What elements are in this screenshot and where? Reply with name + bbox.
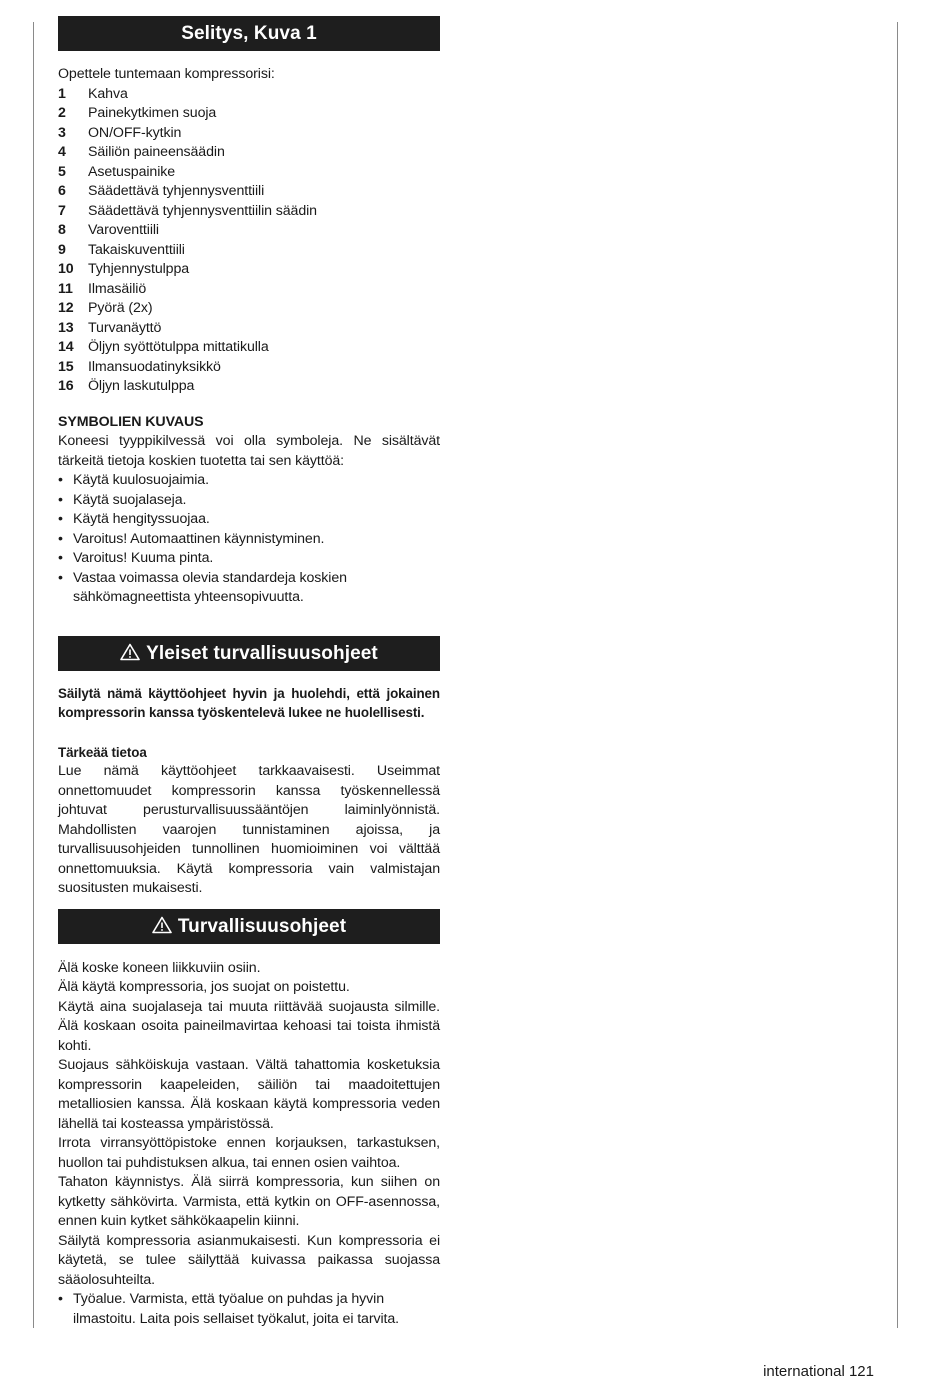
legend-item xyxy=(58,260,440,280)
legend-number: 16 xyxy=(58,378,74,394)
legend-label: Ilmansuodatinyksikkö xyxy=(88,358,221,375)
list-item: • Vastaa voimassa olevia standardeja koskien sähkömagneettista yhteensopivuutta. xyxy=(58,569,347,605)
legend-number: 15 xyxy=(58,358,74,375)
safety-bullets xyxy=(58,1290,440,1329)
legend-item xyxy=(58,124,440,144)
safety-paragraph: Käytä aina suojalaseja tai muuta riittävää suojausta silmille. Älä koskaan osoita paineilmavirtaa kehoasi tai toista ihmistä kohti. xyxy=(58,998,440,1054)
legend-item xyxy=(58,338,440,358)
legend-number: 12 xyxy=(58,300,74,316)
legend-label: Takaiskuventtiili xyxy=(88,241,185,258)
legend-number: 3 xyxy=(58,124,66,141)
legend-number: 8 xyxy=(58,222,66,238)
list-item: • Varoitus! Automaattinen käynnistyminen. xyxy=(58,530,325,547)
legend-item xyxy=(58,221,440,241)
legend-intro: Opettele tuntemaan kompressorisi: xyxy=(58,66,275,82)
legend-item xyxy=(58,358,440,378)
legend-number: 5 xyxy=(58,163,66,180)
safety-paragraphs xyxy=(58,959,440,1291)
legend-item xyxy=(58,182,440,202)
legend-label: ON/OFF-kytkin xyxy=(88,124,182,141)
legend-label: Kahva xyxy=(88,85,128,102)
legend-label: Säiliön paineensäädin xyxy=(88,144,225,160)
general-safety-intro: Säilytä nämä käyttöohjeet hyvin ja huolehdi, että jokainen kompressorin kanssa työskentelevä lukee ne huolellisesti. xyxy=(58,685,440,720)
section-title-legend: Selitys, Kuva 1 xyxy=(58,16,440,51)
left-margin-rule xyxy=(33,22,34,1328)
list-item: • Käytä hengityssuojaa. xyxy=(58,511,210,527)
legend-label: Asetuspainike xyxy=(88,163,176,180)
work-area-bullet: Työalue. Varmista, että työalue on puhdas ja hyvin ilmastoitu. Laita pois sellaiset työkalut, joita ei tarvita. xyxy=(73,1291,399,1327)
legend-item xyxy=(58,280,440,300)
legend-number: 2 xyxy=(58,105,66,121)
legend-label: Turvanäyttö xyxy=(88,319,162,336)
safety-paragraph: Tahaton käynnistys. Älä siirrä kompressoria, kun siihen on kytketty sähkövirta. Varmista, että kytkin on OFF-asennossa, ennen kuin kytket sähkökaapelin kiinni. xyxy=(58,1174,440,1229)
legend-item xyxy=(58,377,440,397)
legend-item xyxy=(58,241,440,261)
symbol-description: Käytä suojalaseja. xyxy=(73,491,187,508)
legend-item xyxy=(58,163,440,183)
legend-item xyxy=(58,104,440,124)
important-text: Lue nämä käyttöohjeet tarkkaavaisesti. Useimmat onnettomuudet kompressorin kanssa työskennellessä johtuvat perusturvallisuussääntöjen laiminlyönnistä. Mahdollisten vaarojen tunnistaminen ajoissa, ja turvallisuusohjeiden tunnollinen huomioiminen voi välttää onnettomuuksia. Käytä kompressoria vain valmistajan suositusten mukaisesti. xyxy=(58,763,440,896)
legend-label: Öljyn syöttötulppa mittatikulla xyxy=(88,339,269,355)
safety-paragraph: Säilytä kompressoria asianmukaisesti. Kun kompressoria ei käytetä, se tulee säilyttää kuivassa paikassa suojassa sääolosuhteilta. xyxy=(58,1232,440,1288)
safety-paragraph: Älä koske koneen liikkuviin osiin. xyxy=(58,959,261,976)
right-margin-rule xyxy=(897,22,898,1328)
safety-paragraph: Älä käytä kompressoria, jos suojat on poistettu. xyxy=(58,979,350,995)
symbols-intro: Koneesi tyyppikilvessä voi olla symboleja. Ne sisältävät tärkeitä tietoja koskien tuotetta tai sen käyttöä: xyxy=(58,433,440,469)
section-title-safety xyxy=(58,909,440,944)
list-item: • Työalue. Varmista, että työalue on puhdas ja hyvin ilmastoitu. Laita pois sellaiset työkalut, joita ei tarvita. xyxy=(58,1291,399,1327)
legend-number: 9 xyxy=(58,241,66,258)
legend-item xyxy=(58,85,440,105)
symbol-description: Käytä kuulosuojaimia. xyxy=(73,472,209,488)
safety-paragraph: Irrota virransyöttöpistoke ennen korjauksen, tarkastuksen, huollon tai puhdistuksen alkua, tai ennen osien vaihtoa. xyxy=(58,1135,440,1171)
legend-label: Säädettävä tyhjennysventtiilin säädin xyxy=(88,202,317,219)
symbol-description: Käytä hengityssuojaa. xyxy=(73,511,210,527)
list-item: • Varoitus! Kuuma pinta. xyxy=(58,550,214,566)
legend-number: 1 xyxy=(58,85,66,102)
legend-number: 13 xyxy=(58,319,74,336)
warning-triangle-icon xyxy=(152,916,172,934)
safety-paragraph: Suojaus sähköiskuja vastaan. Vältä tahattomia kosketuksia kompressorin kaapeleiden, säiliön tai maadoitettujen metalliosien kanssa. Älä koskaan käytä kompressoria veden lähellä tai kosteassa ympäristössä. xyxy=(58,1057,440,1132)
legend-number: 7 xyxy=(58,202,66,219)
symbols-heading: SYMBOLIEN KUVAUS xyxy=(58,413,204,430)
legend-number: 10 xyxy=(58,261,74,277)
left-column xyxy=(58,16,440,1329)
list-item: • Käytä suojalaseja. xyxy=(58,491,187,508)
legend-item xyxy=(58,143,440,163)
legend-label: Pyörä (2x) xyxy=(88,300,153,316)
legend-number: 4 xyxy=(58,144,66,160)
symbols-list xyxy=(58,471,440,608)
legend-number: 6 xyxy=(58,183,66,199)
legend-label: Varoventtiili xyxy=(88,222,159,238)
legend-label: Säädettävä tyhjennysventtiili xyxy=(88,183,265,199)
safety-title: Turvallisuusohjeet xyxy=(177,915,347,937)
general-safety-title: Yleiset turvallisuusohjeet xyxy=(146,642,378,664)
page-footer: international 121 xyxy=(763,1363,874,1380)
warning-triangle-icon xyxy=(120,643,140,661)
legend-label: Tyhjennystulppa xyxy=(88,261,190,277)
legend-item xyxy=(58,202,440,222)
legend-list xyxy=(58,85,440,397)
legend-label: Öljyn laskutulppa xyxy=(88,378,195,394)
symbol-description: Varoitus! Automaattinen käynnistyminen. xyxy=(73,530,325,547)
legend-number: 14 xyxy=(58,339,74,355)
section-title-general-safety xyxy=(58,636,440,671)
important-heading: Tärkeää tietoa xyxy=(58,744,147,760)
list-item: • Käytä kuulosuojaimia. xyxy=(58,472,209,488)
legend-label: Painekytkimen suoja xyxy=(88,105,217,121)
symbol-description: Varoitus! Kuuma pinta. xyxy=(73,550,214,566)
symbol-description: Vastaa voimassa olevia standardeja koskien sähkömagneettista yhteensopivuutta. xyxy=(73,569,347,605)
legend-item xyxy=(58,299,440,319)
legend-label: Ilmasäiliö xyxy=(88,280,147,297)
legend-number: 11 xyxy=(58,280,73,297)
legend-item xyxy=(58,319,440,339)
